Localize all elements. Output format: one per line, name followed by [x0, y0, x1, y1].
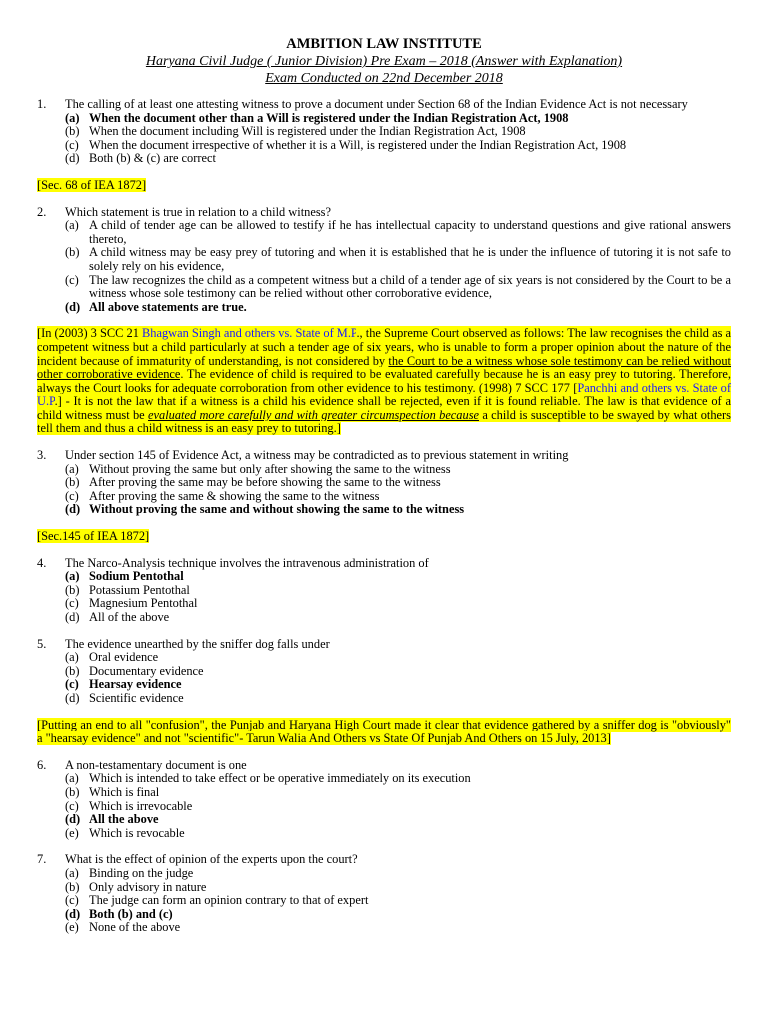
option-text: Which is final: [89, 784, 160, 799]
option-text: A child witness may be easy prey of tutoring and when it is established that he is under the influence of tutoring it is not safe to solely rely on his evidence,: [89, 245, 731, 273]
question-number: 7.: [37, 852, 47, 867]
correct-option: [37, 678, 731, 692]
option-text: Both (b) and (c): [89, 906, 173, 921]
option-text: When the document other than a Will is registered under the Indian Registration Act, 1908: [89, 110, 569, 125]
question-stem: [37, 206, 731, 220]
question-block: [37, 638, 731, 706]
explanation-text: a child is susceptible to be swayed by what others tell them and thus a child witness is an easy prey to tutoring.]: [37, 407, 731, 436]
question-stem: [37, 853, 731, 867]
option-label: (b): [65, 245, 80, 260]
answer-option: [37, 800, 731, 814]
correct-option: [37, 813, 731, 827]
question-stem: [37, 759, 731, 773]
answer-option: [37, 894, 731, 908]
question-text: What is the effect of opinion of the experts upon the court?: [65, 852, 358, 867]
explanation-block: [37, 179, 731, 193]
option-label: (c): [65, 596, 79, 611]
answer-option: [37, 827, 731, 841]
question-block: [37, 853, 731, 935]
option-label: (d): [65, 812, 81, 827]
explanation-text: .] - It is not the law that if a witness is a child his evidence shall be rejected, even if it is found reliable. The law is that evidence of a child witness must be: [37, 394, 731, 422]
question-number: 4.: [37, 555, 47, 570]
option-label: (c): [65, 137, 79, 152]
answer-option: [37, 692, 731, 706]
exam-title: Haryana Civil Judge ( Junior Division) Pre Exam – 2018 (Answer with Explanation): [145, 54, 623, 69]
institute-title: AMBITION LAW INSTITUTE: [286, 36, 482, 52]
option-label: (c): [65, 798, 79, 813]
answer-option: [37, 651, 731, 665]
option-label: (e): [65, 825, 79, 840]
option-label: (a): [65, 461, 79, 476]
question-number: 2.: [37, 204, 47, 219]
option-text: After proving the same may be before showing the same to the witness: [89, 475, 441, 490]
option-text: Potassium Pentothal: [89, 582, 190, 597]
document-header: [37, 36, 731, 87]
option-label: (d): [65, 151, 80, 166]
explanation-text: the Court to be a witness whose sole testimony can be relied without other corroborative evidence: [37, 353, 731, 382]
option-label: (c): [65, 893, 79, 908]
option-text: Sodium Pentothal: [89, 569, 184, 584]
correct-option: [37, 570, 731, 584]
option-text: Without proving the same and without showing the same to the witness: [89, 502, 465, 517]
option-text: Oral evidence: [89, 650, 159, 665]
option-label: (a): [65, 569, 80, 584]
option-text: Binding on the judge: [89, 865, 194, 880]
option-label: (c): [65, 488, 79, 503]
explanation-text: evaluated more carefully and with greater circumspection because: [148, 407, 480, 422]
option-label: (b): [65, 124, 80, 139]
option-label: (a): [65, 218, 79, 233]
question-text: The Narco-Analysis technique involves the intravenous administration of: [65, 555, 429, 570]
question-list: [37, 98, 731, 935]
option-text: Hearsay evidence: [89, 677, 182, 692]
option-text: Scientific evidence: [89, 690, 184, 705]
option-text: A child of tender age can be allowed to testify if he has intellectual capacity to understand questions and give rational answers thereto,: [89, 218, 731, 246]
option-label: (b): [65, 582, 80, 597]
option-text: Both (b) & (c) are correct: [89, 151, 216, 166]
case-citation-link[interactable]: Panchhi and others vs. State of U.P: [37, 380, 731, 409]
answer-option: [37, 139, 731, 153]
option-text: When the document including Will is registered under the Indian Registration Act, 1908: [89, 124, 526, 139]
question-number: 3.: [37, 448, 47, 463]
question-text: The evidence unearthed by the sniffer dog falls under: [65, 636, 330, 651]
option-label: (c): [65, 677, 79, 692]
answer-option: [37, 921, 731, 935]
question-block: [37, 98, 731, 166]
question-number: 6.: [37, 757, 47, 772]
option-text: When the document irrespective of whether it is a Will, is registered under the Indian Registration Act, 1908: [89, 137, 627, 152]
option-text: Which is irrevocable: [89, 798, 193, 813]
question-number: 5.: [37, 636, 47, 651]
explanation-text: ., the Supreme Court observed as follows: The law recognises the child as a competent witness but a child particularly at such a tender age of six years, who is unable to form a proper opinion about the nature of the incident because of immaturity of understanding, is not considered by: [37, 326, 731, 368]
answer-option: [37, 772, 731, 786]
answer-option: [37, 584, 731, 598]
option-label: (a): [65, 110, 80, 125]
option-text: The judge can form an opinion contrary to that of expert: [89, 893, 369, 908]
option-text: Which is revocable: [89, 825, 185, 840]
explanation-text: [In (2003) 3 SCC 21: [37, 326, 142, 341]
option-text: Which is intended to take effect or be operative immediately on its execution: [89, 771, 471, 786]
option-label: (d): [65, 906, 81, 921]
explanation-block: [37, 719, 731, 746]
answer-option: [37, 274, 731, 301]
correct-option: [37, 301, 731, 315]
option-label: (a): [65, 865, 79, 880]
question-stem: [37, 557, 731, 571]
explanation-block: [37, 530, 731, 544]
answer-option: [37, 463, 731, 477]
answer-option: [37, 152, 731, 166]
option-label: (b): [65, 879, 80, 894]
correct-option: [37, 908, 731, 922]
option-label: (b): [65, 784, 80, 799]
option-text: All above statements are true.: [89, 299, 247, 314]
explanation-block: [37, 327, 731, 436]
option-text: All of the above: [89, 610, 170, 624]
answer-option: [37, 597, 731, 611]
option-text: Magnesium Pentothal: [89, 596, 198, 611]
explanation-text: [Putting an end to all "confusion", the Punjab and Haryana High Court made it clear that evidence gathered by a sniffer dog is "obviously" a "hearsay evidence" and not "scientific"- Tarun Walia And Others vs State Of Punjab And Others on 15 July, 2013]: [37, 717, 731, 746]
explanation-text: . The evidence of child is required to be evaluated carefully because he is an easy prey to tutoring. Therefore, always the Court looks for adequate corroboration from other evidence to his testimony. (1998) 7 SCC 177 [: [37, 367, 731, 395]
answer-option: [37, 665, 731, 679]
question-block: [37, 557, 731, 625]
question-text: A non-testamentary document is one: [65, 757, 247, 772]
case-citation-link[interactable]: Bhagwan Singh and others vs. State of M.P: [142, 326, 357, 341]
option-label: (d): [65, 690, 80, 705]
answer-option: [37, 490, 731, 504]
question-stem: [37, 449, 731, 463]
option-label: (d): [65, 299, 81, 314]
question-block: [37, 449, 731, 517]
answer-option: [37, 125, 731, 139]
option-label: (b): [65, 475, 80, 490]
question-stem: [37, 98, 731, 112]
answer-option: [37, 246, 731, 273]
answer-option: [37, 786, 731, 800]
option-label: (e): [65, 920, 79, 935]
answer-option: [37, 476, 731, 490]
explanation-text: [Sec. 68 of IEA 1872]: [37, 177, 147, 192]
answer-option: [37, 881, 731, 895]
option-text: Without proving the same but only after showing the same to the witness: [89, 461, 451, 476]
answer-option: [37, 867, 731, 881]
explanation-text: [Sec.145 of IEA 1872]: [37, 529, 150, 544]
option-label: (d): [65, 610, 80, 624]
option-label: (d): [65, 502, 81, 517]
option-text: All the above: [89, 812, 159, 827]
correct-option: [37, 112, 731, 126]
question-stem: [37, 638, 731, 652]
question-block: [37, 759, 731, 841]
option-text: None of the above: [89, 920, 181, 935]
option-text: Documentary evidence: [89, 663, 204, 678]
option-label: (b): [65, 663, 80, 678]
question-text: The calling of at least one attesting witness to prove a document under Section 68 of the Indian Evidence Act is not necessary: [65, 97, 688, 111]
question-text: Which statement is true in relation to a child witness?: [65, 204, 331, 219]
question-number: 1.: [37, 97, 47, 111]
option-label: (c): [65, 272, 79, 287]
exam-date: Exam Conducted on 22nd December 2018: [265, 71, 503, 86]
answer-option: [37, 219, 731, 246]
correct-option: [37, 503, 731, 517]
question-block: [37, 206, 731, 315]
option-text: Only advisory in nature: [89, 879, 207, 894]
option-label: (a): [65, 650, 79, 665]
option-text: The law recognizes the child as a competent witness but a child of a tender age of six years is not considered by the Court to be a witness whose sole testimony can be relied without other corroborative evidence,: [89, 272, 731, 301]
option-text: After proving the same & showing the same to the witness: [89, 488, 380, 503]
option-label: (a): [65, 771, 79, 786]
question-text: Under section 145 of Evidence Act, a witness may be contradicted as to previous statement in writing: [65, 448, 569, 463]
answer-option: [37, 611, 731, 625]
